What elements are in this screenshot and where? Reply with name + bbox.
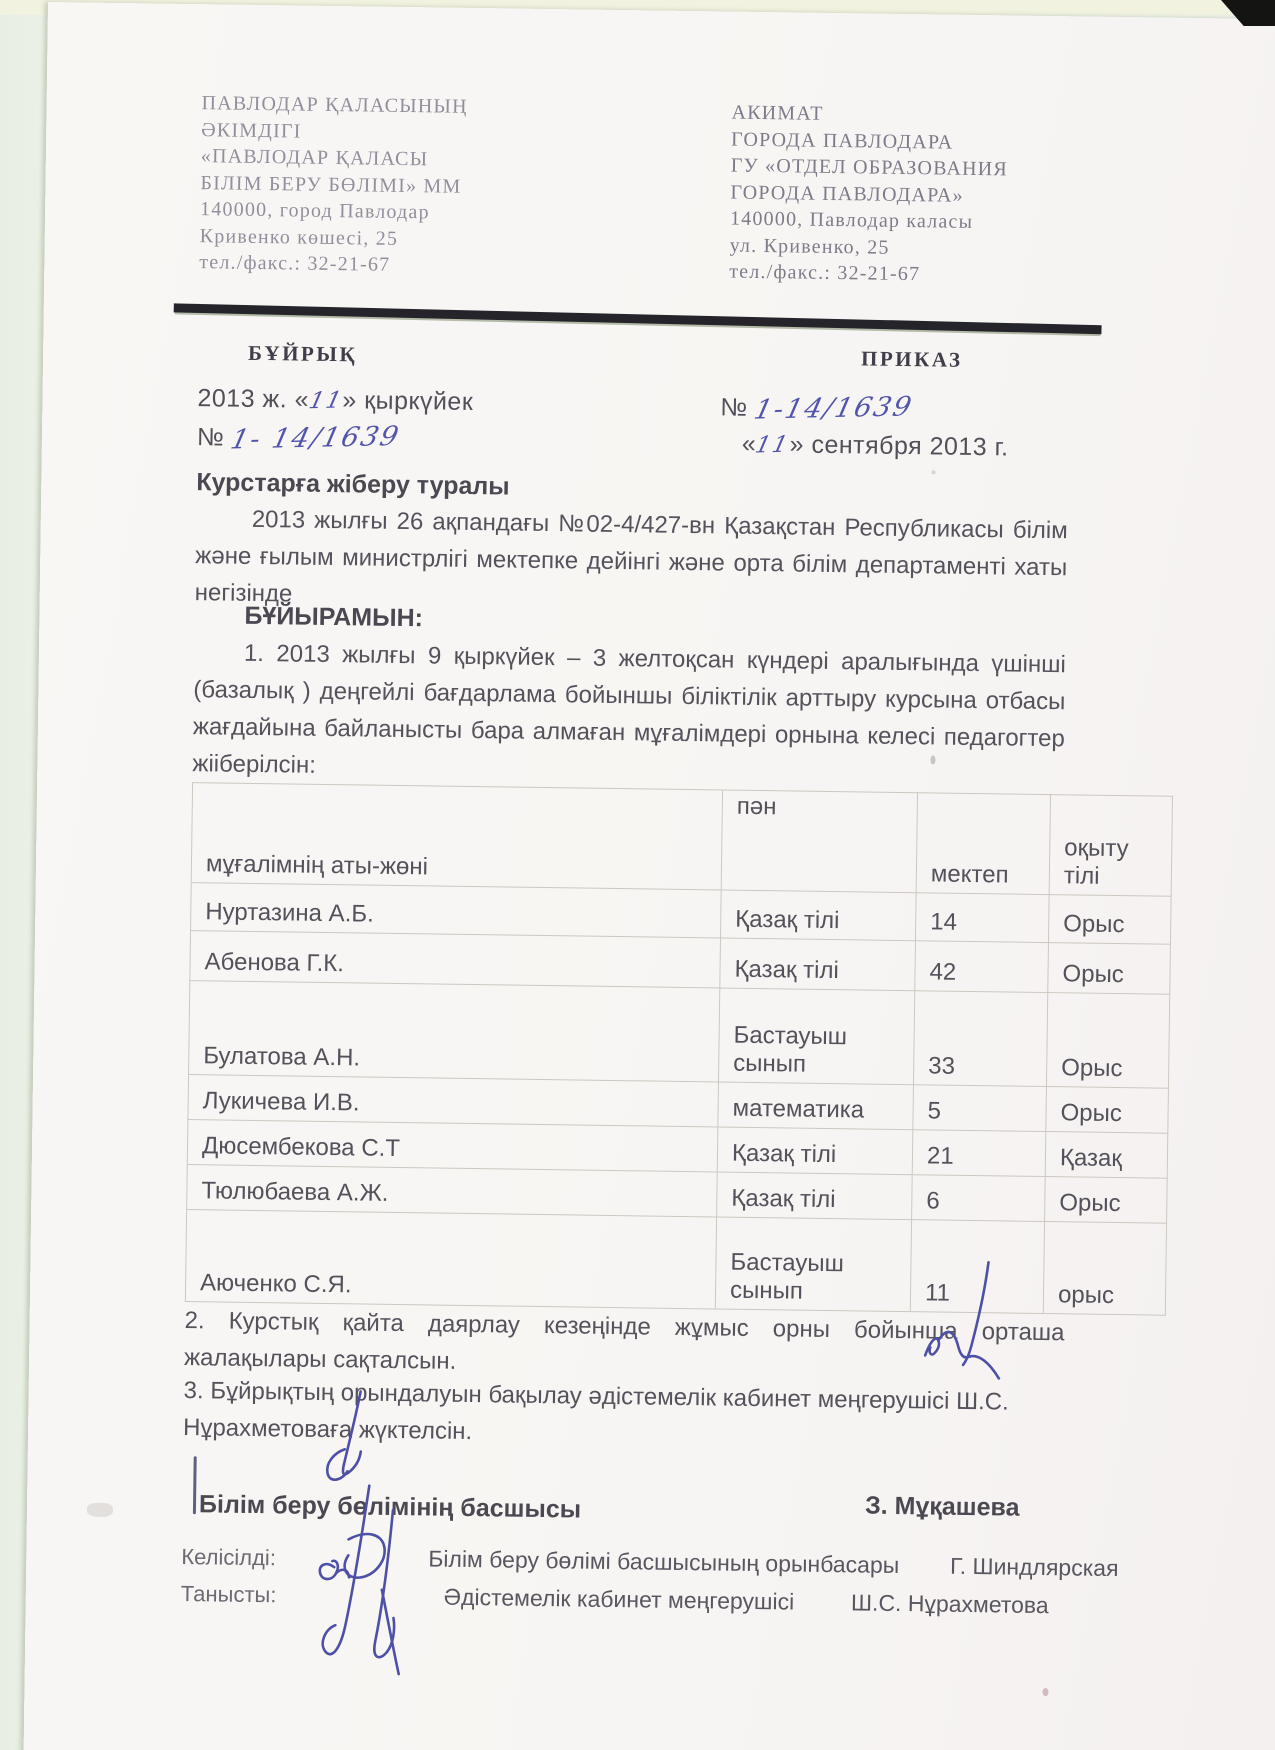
order-label-kk: БҰЙРЫҚ	[247, 340, 358, 367]
letterhead-line: АКИМАТ	[731, 101, 824, 125]
handwritten-number-kk: 1- 14/1639	[227, 421, 404, 456]
approval-name-2: Ш.С. Нұрахметова	[850, 1589, 1049, 1619]
order-verb: БҰЙЫРАМЫН:	[244, 601, 424, 633]
table-header-school: мектеп	[916, 793, 1050, 895]
school-cell: 21	[912, 1130, 1046, 1177]
letterhead-left	[199, 90, 468, 279]
table-header-row	[191, 783, 1172, 897]
date-ru-open-quote: «	[741, 429, 757, 458]
scan-smudge	[87, 1503, 113, 1517]
approval-label-agreed: Келісілді:	[181, 1544, 277, 1571]
subject-cell: математика	[718, 1082, 914, 1130]
subject-cell: Қазақ тілі	[720, 938, 916, 991]
letterhead-line: «ПАВЛОДАР ҚАЛАСЫ	[200, 145, 429, 171]
letterhead-line: ГУ «ОТДЕЛ ОБРАЗОВАНИЯ	[730, 154, 1009, 181]
date-kk-close-quote: »	[342, 386, 357, 415]
table-header-name: мұғалімнің аты-жөні	[191, 783, 722, 890]
order-item-3: 3. Бұйрықтың орындалуын бақылау әдістемелік кабинет меңгерушісі Ш.С. Нұрахметоваға жүктелсін.	[182, 1377, 1009, 1446]
divider-rule	[174, 303, 1102, 334]
date-kk-month: қыркүйек	[364, 386, 474, 416]
subject-cell: Бастауыш сынып	[715, 1217, 911, 1312]
order-number-ru	[720, 391, 916, 426]
page-paper	[21, 2, 1275, 1750]
teacher-name-cell: Аюченко С.Я.	[185, 1210, 716, 1309]
order-item-2: 2. Курстық қайта даярлау кезеңінде жұмыс орны бойынша орташа жалақылары сақталсын.	[183, 1307, 1065, 1375]
letterhead-line: ПАВЛОДАР ҚАЛАСЫНЫҢ	[201, 92, 468, 118]
date-kk-prefix: 2013 ж.	[197, 384, 288, 414]
document-title: Курстарға жіберу туралы	[196, 468, 510, 501]
signature-approvals	[293, 1387, 457, 1679]
table-header-subject: пән	[721, 790, 917, 893]
order-label-ru: ПРИКАЗ	[860, 346, 963, 372]
language-cell: Орыс	[1046, 1087, 1169, 1134]
letterhead-line: ул. Кривенко, 25	[729, 234, 890, 259]
basis-paragraph: 2013 жылғы 26 ақпандағы №02-4/427-вн Қазақстан Республикасы білім және ғылым министрлігі мектепке дейінгі және орта білім департаменті хаты негізінде	[194, 505, 1068, 608]
table-row	[189, 981, 1170, 1089]
signatory-position: Білім беру бөлімінің басшысы	[198, 1490, 582, 1524]
scan-speck	[1042, 1688, 1048, 1696]
letterhead-line: 140000, город Павлодар	[199, 198, 430, 224]
teacher-name-cell: Булатова А.Н.	[189, 981, 720, 1082]
handwritten-day-ru: 11	[753, 431, 793, 459]
letterhead-line: тел./факс.: 32-21-67	[729, 260, 921, 286]
number-ru-label: №	[720, 393, 748, 422]
letterhead-right	[729, 100, 1009, 289]
subject-cell: Бастауыш сынып	[718, 988, 914, 1085]
school-cell: 6	[912, 1175, 1046, 1222]
school-cell: 33	[913, 991, 1047, 1087]
school-cell: 11	[910, 1220, 1044, 1314]
language-cell: Орыс	[1048, 943, 1171, 995]
language-cell: орыс	[1043, 1222, 1166, 1316]
letterhead-line: ӘКІМДІГІ	[201, 118, 302, 143]
approval-name-1: Г. Шиндлярская	[949, 1552, 1119, 1582]
date-ru-close-quote: »	[789, 430, 805, 459]
date-kk-open-quote: «	[294, 385, 310, 414]
table-row	[185, 1210, 1166, 1316]
handwritten-number-ru: 1-14/1639	[750, 391, 916, 426]
approval-position-2: Әдістемелік кабинет меңгерушісі	[443, 1583, 795, 1615]
letterhead-line: ГОРОДА ПАВЛОДАРА»	[730, 181, 964, 207]
teachers-table	[185, 782, 1173, 1316]
school-cell: 5	[913, 1085, 1047, 1132]
school-cell: 14	[915, 893, 1049, 943]
approval-position-1: Білім беру бөлімі басшысының орынбасары	[428, 1545, 900, 1579]
pen-mark	[193, 1456, 197, 1514]
teacher-name-cell: Абенова Г.К.	[190, 931, 721, 988]
subject-cell: Қазақ тілі	[717, 1172, 913, 1220]
subject-cell: Қазақ тілі	[717, 1127, 913, 1175]
language-cell: Орыс	[1045, 1177, 1168, 1224]
date-ru-suffix: сентября 2013 г.	[811, 430, 1009, 462]
scan-speck	[931, 470, 935, 474]
letterhead-line: 140000, Павлодар каласы	[729, 207, 974, 233]
signatory-name: З. Мұқашева	[864, 1491, 1020, 1522]
approval-label-acquainted: Танысты:	[180, 1581, 277, 1608]
letterhead-line: ГОРОДА ПАВЛОДАРА	[730, 128, 954, 154]
order-number-kk	[196, 421, 404, 456]
language-cell: Орыс	[1046, 993, 1169, 1089]
number-kk-label: №	[196, 423, 225, 452]
teacher-name-cell: Лукичева И.В.	[188, 1075, 719, 1127]
handwritten-day-kk: 11	[305, 387, 346, 415]
letterhead-line: БІЛІМ БЕРУ БӨЛІМІ» ММ	[200, 171, 462, 198]
order-date-ru	[742, 430, 1009, 463]
language-cell: Қазақ	[1045, 1132, 1168, 1179]
language-cell: Орыс	[1048, 895, 1171, 945]
approval-row-1	[428, 1545, 1119, 1582]
order-item-1: 1. 2013 жылғы 9 қыркүйек – 3 желтоқсан күндері аралығында үшінші (базалық ) деңгейлі бағдарлама бойыншы біліктілік арттыру курсына отбасы жағдайына байланысты бара алмаған мұғалімдері орнына келесі педагогтер жііберілсін:	[192, 639, 1067, 779]
approval-row-2	[444, 1584, 1049, 1619]
subject-cell: Қазақ тілі	[720, 890, 916, 941]
teacher-name-cell: Тюлюбаева А.Ж.	[187, 1165, 718, 1217]
teacher-name-cell: Нуртазина А.Б.	[191, 883, 722, 938]
school-cell: 42	[915, 941, 1049, 993]
letterhead-line: тел./факс.: 32-21-67	[199, 251, 391, 276]
letterhead-line: Кривенко көшесі, 25	[199, 224, 399, 250]
table-header-language: оқыту тілі	[1049, 795, 1172, 897]
teacher-name-cell: Дюсембекова С.Т	[187, 1120, 718, 1172]
signature-main	[907, 1257, 1019, 1389]
order-date-kk	[197, 384, 473, 417]
